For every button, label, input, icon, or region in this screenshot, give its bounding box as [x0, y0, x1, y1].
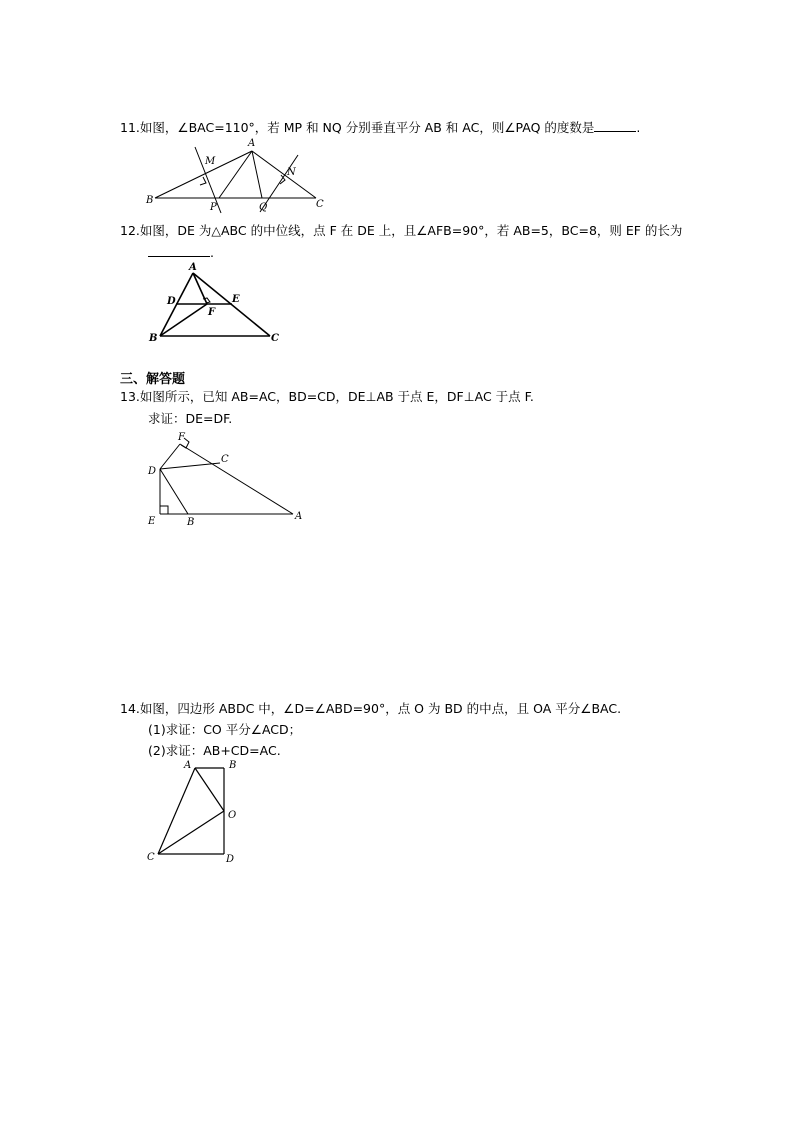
q14-part1-text: (1)求证：CO 平分∠ACD；: [148, 722, 302, 737]
q11-label-p: P: [210, 202, 217, 213]
q14-label-b: B: [229, 760, 237, 771]
q14-statement: 14.如图，四边形 ABDC 中，∠D=∠ABD=90°，点 O 为 BD 的中点，且 OA 平分∠BAC.: [120, 701, 622, 716]
q12-label-d: D: [167, 296, 176, 307]
q14-segment-ao: [195, 768, 224, 811]
q13-label-b: B: [187, 517, 195, 528]
q12-label-f: F: [208, 307, 216, 318]
q11-label-a: A: [248, 138, 256, 149]
q14-side-ca: [158, 768, 195, 854]
q11-label-m: M: [205, 156, 216, 167]
q14-part2-text: (2)求证：AB+CD=AC.: [148, 743, 281, 758]
section-3-title: 三、解答题: [120, 372, 186, 387]
q12-label-e: E: [232, 294, 240, 305]
q14-label-a: A: [184, 760, 192, 771]
q12-statement: 12.如图，DE 为△ABC 的中位线，点 F 在 DE 上，且∠AFB=90°，若 AB=5，BC=8，则 EF 的长为: [120, 223, 683, 238]
q11-statement: 11.如图，∠BAC=110°，若 MP 和 NQ 分别垂直平分 AB 和 AC，则∠PAQ 的度数是: [120, 120, 595, 135]
q14-label-d: D: [226, 854, 235, 865]
q12-label-b: B: [149, 333, 158, 344]
q13-statement: 13.如图所示，已知 AB=AC，BD=CD，DE⊥AB 于点 E，DF⊥AC 于点 F.: [120, 389, 534, 404]
q14-label-c: C: [147, 852, 155, 863]
q14-label-o: O: [228, 810, 237, 821]
q11-label-b: B: [146, 195, 154, 206]
q13-label-c: C: [221, 454, 229, 465]
q13-label-d: D: [148, 466, 157, 477]
q13-label-a: A: [295, 511, 303, 522]
q13-label-f: F: [178, 432, 185, 443]
q13-prove-text: 求证：DE=DF.: [148, 411, 233, 426]
q13-label-e: E: [148, 516, 156, 527]
q11-label-n: N: [287, 167, 296, 178]
q11-end: .: [636, 120, 641, 135]
q12-end: .: [210, 245, 214, 260]
q11-label-q: Q: [259, 202, 268, 213]
q12-label-c: C: [271, 333, 279, 344]
q11-label-c: C: [316, 199, 324, 210]
q12-label-a: A: [189, 262, 197, 273]
